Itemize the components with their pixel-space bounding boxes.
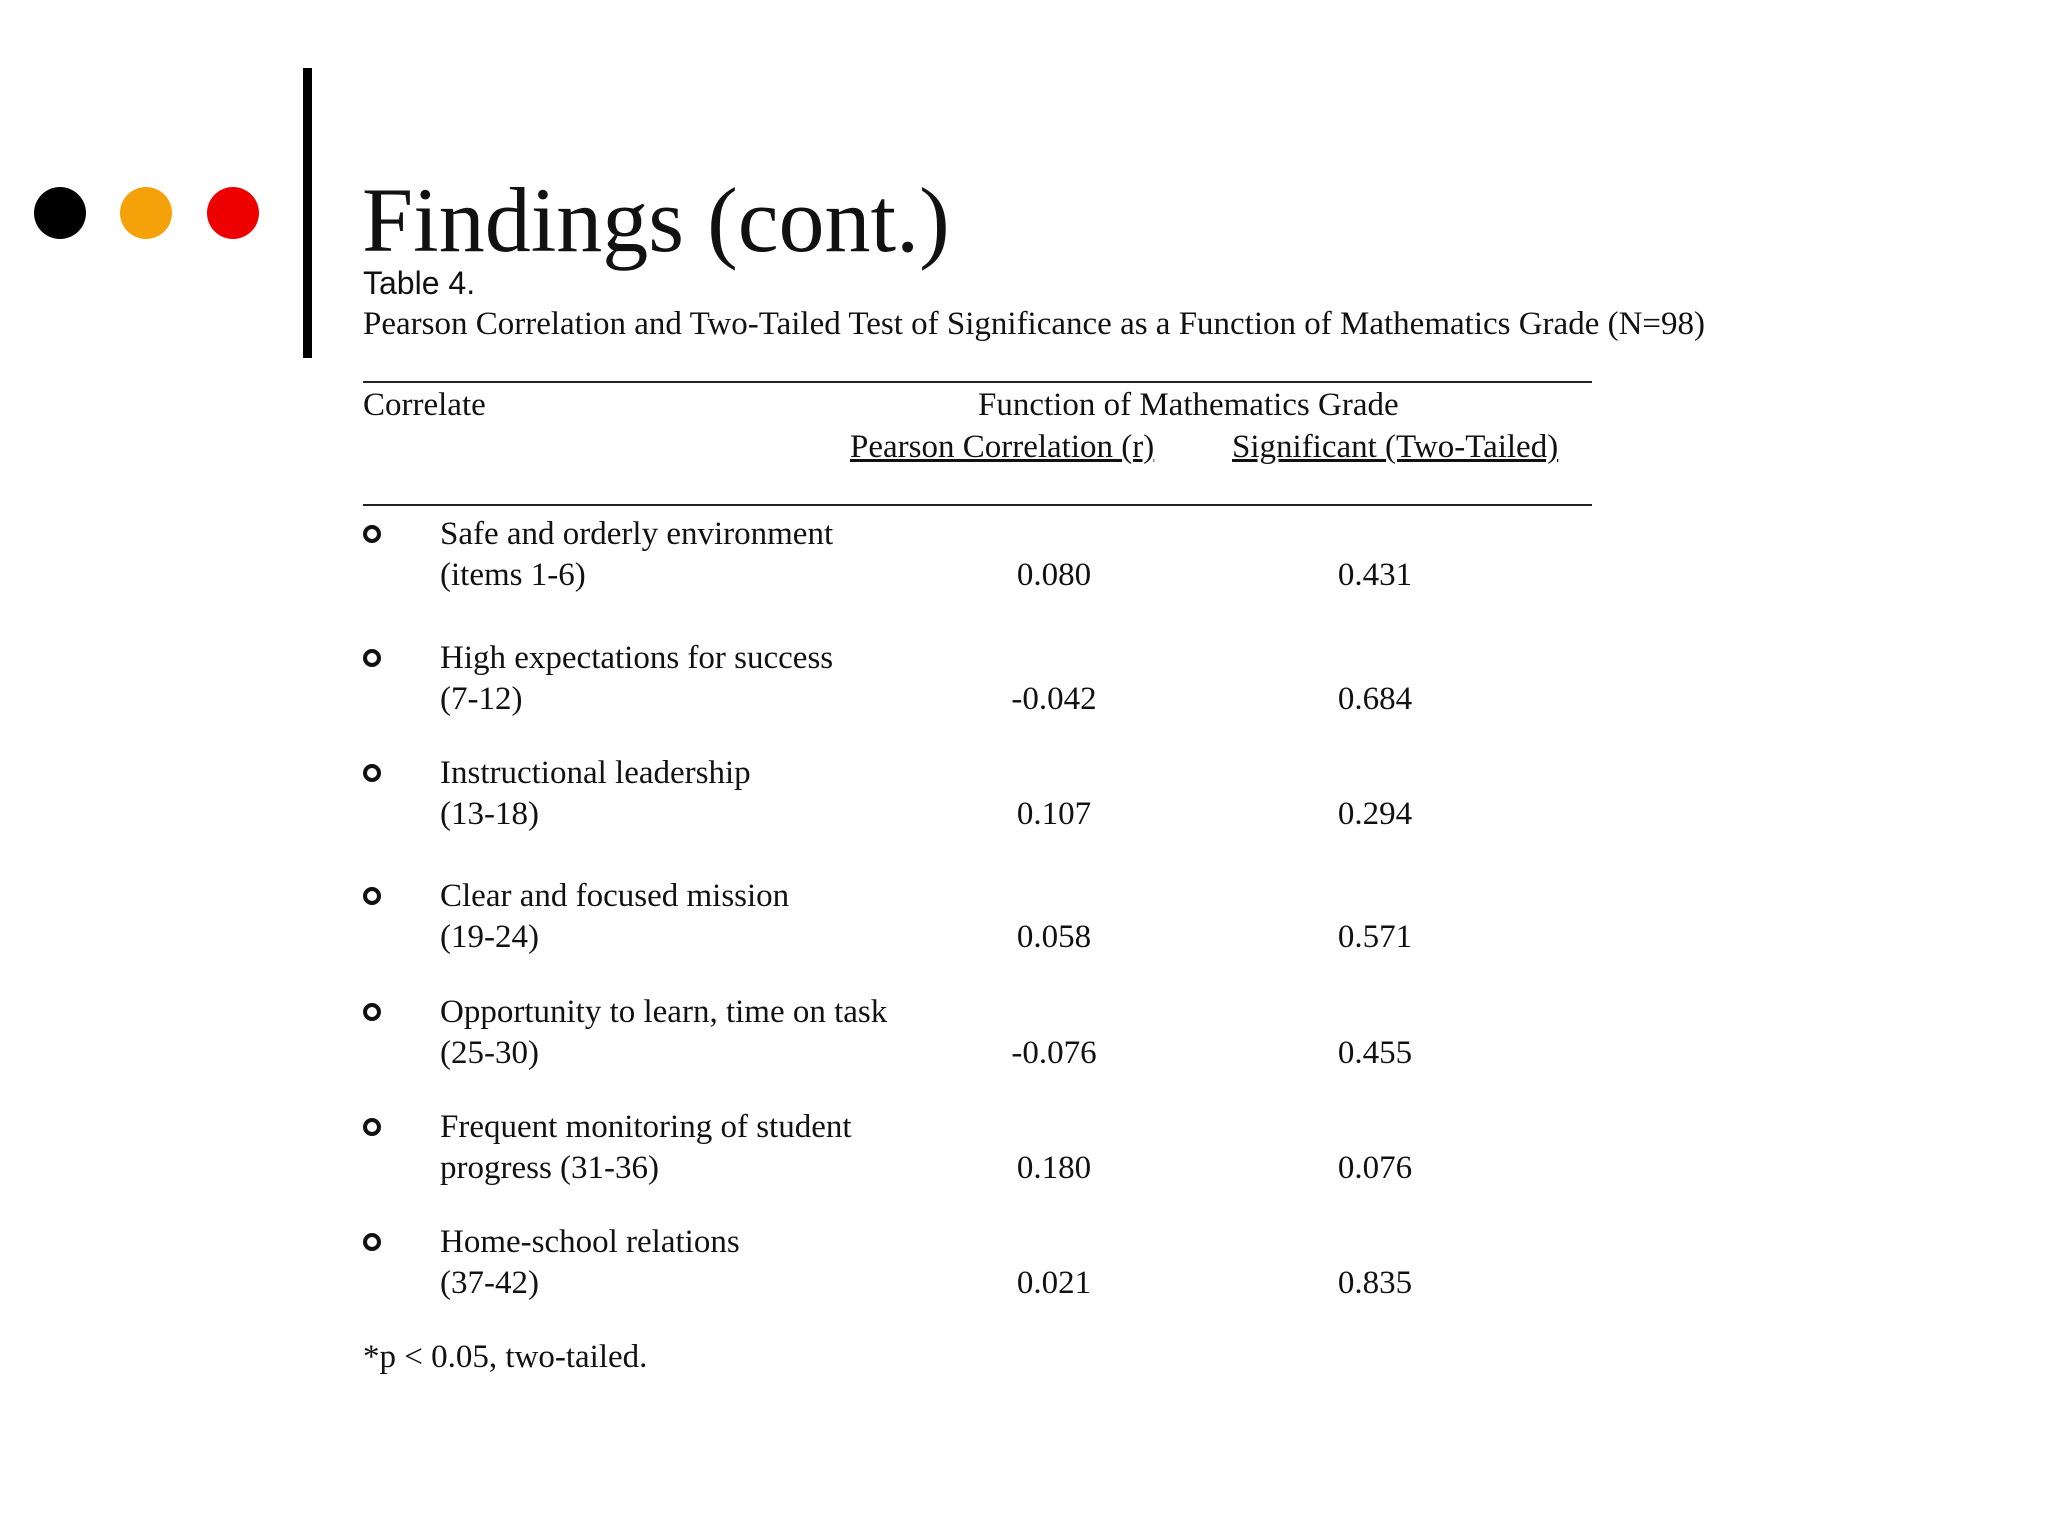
row-label: High expectations for success: [440, 640, 834, 676]
decor-dot-black: [34, 187, 86, 239]
row-label-items: (37-42): [440, 1265, 539, 1301]
header-function: Function of Mathematics Grade: [978, 387, 1399, 423]
circle-bullet-icon: [363, 525, 381, 543]
row-label: Clear and focused mission: [440, 878, 790, 914]
table-footnote: *p < 0.05, two-tailed.: [363, 1339, 648, 1375]
row-significance: 0.684: [1337, 681, 1413, 717]
table-caption: Pearson Correlation and Two-Tailed Test of Significance as a Function of Mathematics Grade (N=98): [363, 306, 1706, 342]
table-row: [363, 1223, 1592, 1313]
circle-bullet-icon: [363, 1118, 381, 1136]
circle-bullet-icon: [363, 649, 381, 667]
row-label: Opportunity to learn, time on task: [440, 994, 888, 1030]
slide-title: Findings (cont.): [362, 169, 950, 271]
table-row: [363, 877, 1592, 967]
row-label: Instructional leadership: [440, 755, 751, 791]
row-label: Frequent monitoring of student: [440, 1109, 852, 1145]
table-row: [363, 993, 1592, 1083]
header-correlate: Correlate: [363, 387, 486, 423]
decor-dot-orange: [120, 187, 172, 239]
row-label-items: (25-30): [440, 1035, 539, 1071]
row-label: Safe and orderly environment: [440, 516, 834, 552]
table-row: [363, 639, 1592, 729]
row-label-items: (13-18): [440, 796, 539, 832]
table-row: [363, 754, 1592, 844]
row-label-items: progress (31-36): [440, 1150, 660, 1186]
row-pearson-r: -0.076: [1011, 1035, 1097, 1071]
row-label-items: (7-12): [440, 681, 523, 717]
row-significance: 0.835: [1337, 1265, 1413, 1301]
table-header-rule: [363, 504, 1592, 506]
row-significance: 0.455: [1337, 1035, 1413, 1071]
table-top-rule: [363, 381, 1592, 383]
title-divider-bar: [303, 68, 312, 358]
row-pearson-r: 0.180: [1016, 1150, 1092, 1186]
row-label-items: (19-24): [440, 919, 539, 955]
header-significance: Significant (Two-Tailed): [1232, 429, 1559, 465]
table-row: [363, 515, 1592, 605]
row-pearson-r: 0.058: [1016, 919, 1092, 955]
row-label-items: (items 1-6): [440, 557, 586, 593]
row-label: Home-school relations: [440, 1224, 740, 1260]
circle-bullet-icon: [363, 764, 381, 782]
row-pearson-r: 0.021: [1016, 1265, 1092, 1301]
row-pearson-r: 0.080: [1016, 557, 1092, 593]
table-row: [363, 1108, 1592, 1198]
table-number: Table 4.: [363, 265, 476, 301]
header-pearson: Pearson Correlation (r): [850, 429, 1155, 465]
row-pearson-r: 0.107: [1016, 796, 1092, 832]
row-significance: 0.076: [1337, 1150, 1413, 1186]
circle-bullet-icon: [363, 1233, 381, 1251]
row-significance: 0.571: [1337, 919, 1413, 955]
circle-bullet-icon: [363, 1003, 381, 1021]
circle-bullet-icon: [363, 887, 381, 905]
row-significance: 0.431: [1337, 557, 1413, 593]
decor-dot-red: [207, 187, 259, 239]
row-pearson-r: -0.042: [1011, 681, 1097, 717]
row-significance: 0.294: [1337, 796, 1413, 832]
